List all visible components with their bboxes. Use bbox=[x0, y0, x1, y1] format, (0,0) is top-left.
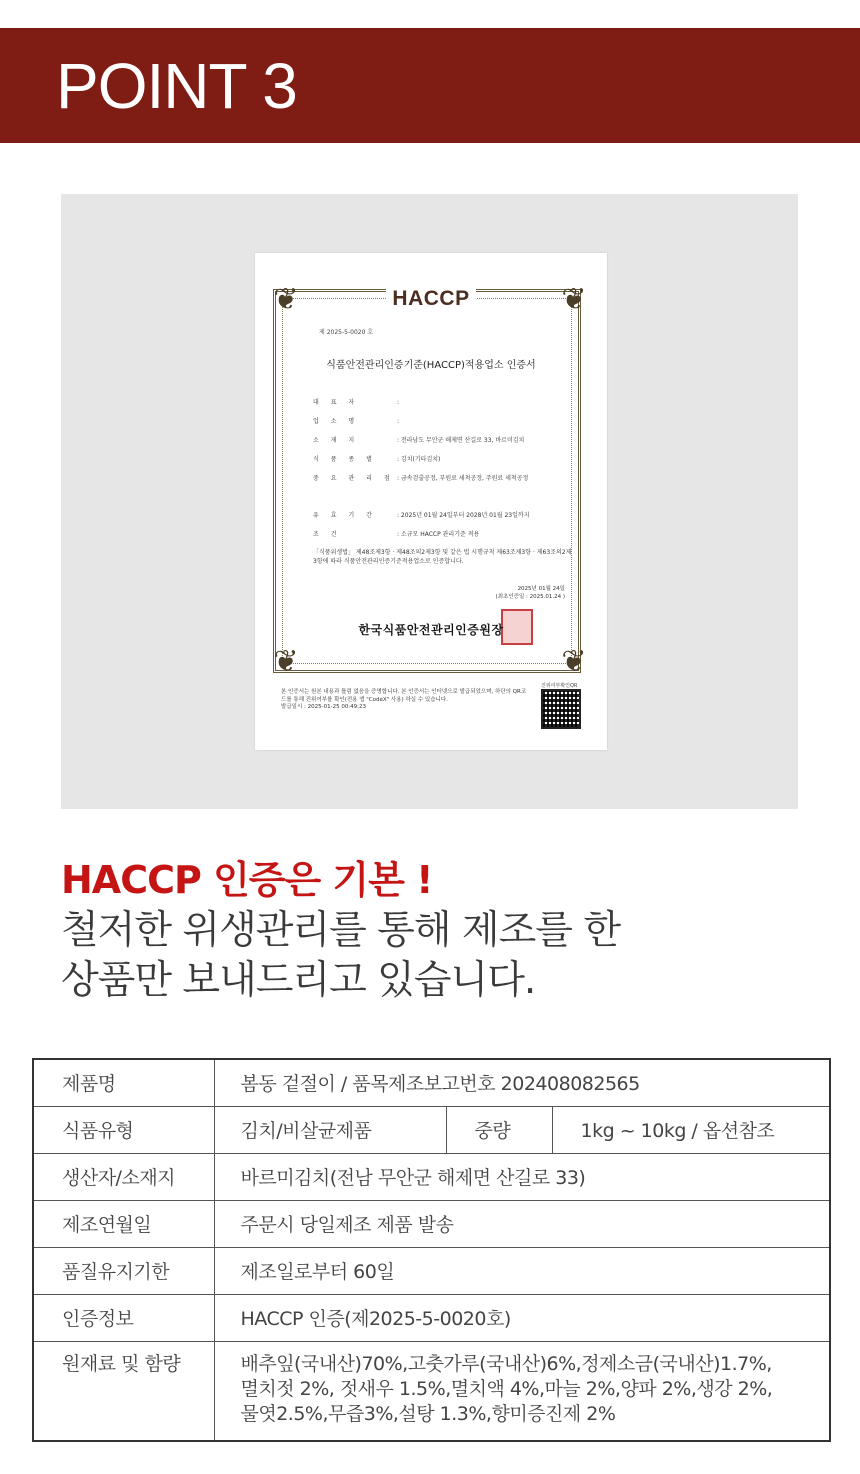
row-value: 김치/비살균제품 bbox=[214, 1106, 446, 1153]
cert-row-value: : 2025년 01월 24일부터 2028년 01월 23일까지 bbox=[397, 512, 530, 519]
certificate-fields bbox=[313, 393, 583, 544]
cert-row-key: 대 표 자 bbox=[313, 399, 360, 406]
cert-row-value: : bbox=[397, 418, 400, 425]
row-label: 중량 bbox=[446, 1106, 552, 1153]
certificate-number: 제 2025-5-0020 호 bbox=[319, 329, 374, 336]
cert-row bbox=[313, 412, 583, 431]
cert-row-value: : 김치(기타김치) bbox=[397, 456, 441, 463]
cert-row bbox=[313, 450, 583, 469]
row-label: 품질유지기한 bbox=[33, 1247, 214, 1294]
qr-code-icon bbox=[541, 689, 581, 729]
row-value: 봄동 겉절이 / 품목제조보고번호 202408082565 bbox=[214, 1059, 830, 1106]
ingredients-line: 배추잎(국내산)70%,고춧가루(국내산)6%,정제소금(국내산)1.7%, bbox=[240, 1352, 772, 1375]
row-value bbox=[214, 1341, 830, 1441]
table-row bbox=[33, 1106, 830, 1153]
ornament-icon: ❦ bbox=[561, 644, 587, 679]
haccp-logo: HACCP bbox=[255, 287, 607, 311]
cert-row bbox=[313, 469, 583, 488]
qr-label: 진위여부확인QR bbox=[541, 683, 578, 689]
row-label: 제품명 bbox=[33, 1059, 214, 1106]
cert-row-key: 중 요 관 리 점 bbox=[313, 475, 395, 482]
row-label: 제조연월일 bbox=[33, 1200, 214, 1247]
footer-note: 본 인증서는 원본 내용과 틀림 없음을 증명합니다. 본 인증서는 인터넷으로 발급되었으며, 하단의 QR코드를 통해 진위여부를 확인(전용 앱 "CodeX" 사용) 하실 수 있습니다. bbox=[281, 689, 527, 703]
row-value: 1kg ~ 10kg / 옵션참조 bbox=[552, 1106, 830, 1153]
row-value: 제조일로부터 60일 bbox=[214, 1247, 830, 1294]
table-row bbox=[33, 1059, 830, 1106]
headline: HACCP 인증은 기본 ! bbox=[61, 858, 433, 902]
subline-2: 상품만 보내드리고 있습니다. bbox=[61, 958, 536, 1003]
certificate-heading: 식품안전관리인증기준(HACCP)적용업소 인증서 bbox=[326, 360, 536, 371]
cert-row bbox=[313, 393, 583, 412]
table-row bbox=[33, 1294, 830, 1341]
table-row bbox=[33, 1153, 830, 1200]
cert-row-key: 식 품 종 별 bbox=[313, 456, 377, 463]
row-value: 바르미김치(전남 무안군 해제면 산길로 33) bbox=[214, 1153, 830, 1200]
row-label: 생산자/소재지 bbox=[33, 1153, 214, 1200]
issued-at: 발급일시 : 2025-01-25 00:49:23 bbox=[281, 704, 367, 710]
certificate-date bbox=[465, 585, 565, 601]
first-cert-date: (최초인증일 : 2025.01.24 ) bbox=[495, 594, 565, 600]
cert-row-key: 업 소 명 bbox=[313, 418, 360, 425]
cert-row bbox=[313, 431, 583, 450]
certificate-footer bbox=[281, 689, 531, 712]
point-banner bbox=[0, 28, 860, 143]
certificate-body: 「식품위생법」 제48조제3항 · 제48조의2제3항 및 같은 법 시행규칙 제63조제3항 · 제63조의2제3항에 따라 식품안전관리인증기준적용업소로 인증합니다. bbox=[313, 549, 572, 565]
table-row bbox=[33, 1247, 830, 1294]
ornament-icon: ❦ bbox=[561, 282, 587, 317]
table-row bbox=[33, 1200, 830, 1247]
cert-row-key: 유 효 기 간 bbox=[313, 512, 377, 519]
ornament-icon: ❦ bbox=[273, 644, 299, 679]
cert-row-value: : 전라남도 무안군 해제면 산길로 33, 바르미김치 bbox=[397, 437, 525, 444]
ingredients-line: 물엿2.5%,무즙3%,설탕 1.3%,향미증진제 2% bbox=[240, 1402, 616, 1425]
issue-date: 2025년 01월 24일 bbox=[517, 586, 565, 592]
cert-row-key: 소 재 지 bbox=[313, 437, 360, 444]
haccp-certificate-image bbox=[255, 253, 607, 750]
cert-row-value: : bbox=[397, 399, 400, 406]
subline-1: 철저한 위생관리를 통해 제조를 한 bbox=[61, 908, 621, 953]
row-label: 식품유형 bbox=[33, 1106, 214, 1153]
product-info-table bbox=[32, 1058, 831, 1442]
banner-title: POINT 3 bbox=[56, 50, 297, 122]
certificate-issuer: 한국식품안전관리인증원장 bbox=[358, 623, 504, 637]
certificate-panel bbox=[61, 194, 798, 809]
cert-row-key: 조 건 bbox=[313, 531, 342, 538]
row-value: 주문시 당일제조 제품 발송 bbox=[214, 1200, 830, 1247]
cert-row bbox=[313, 525, 583, 544]
table-row bbox=[33, 1341, 830, 1441]
cert-row-value: : 금속검출공정, 부원료 세척공정, 주원료 세척공정 bbox=[397, 475, 529, 482]
cert-row-value: : 소규모 HACCP 관리기준 적용 bbox=[397, 531, 480, 538]
ingredients-line: 멸치젓 2%, 젓새우 1.5%,멸치액 4%,마늘 2%,양파 2%,생강 2%, bbox=[240, 1377, 773, 1400]
row-value: HACCP 인증(제2025-5-0020호) bbox=[214, 1294, 830, 1341]
cert-row bbox=[313, 506, 583, 525]
row-label: 인증정보 bbox=[33, 1294, 214, 1341]
row-label: 원재료 및 함량 bbox=[33, 1341, 214, 1441]
ornament-icon: ❦ bbox=[273, 282, 299, 317]
